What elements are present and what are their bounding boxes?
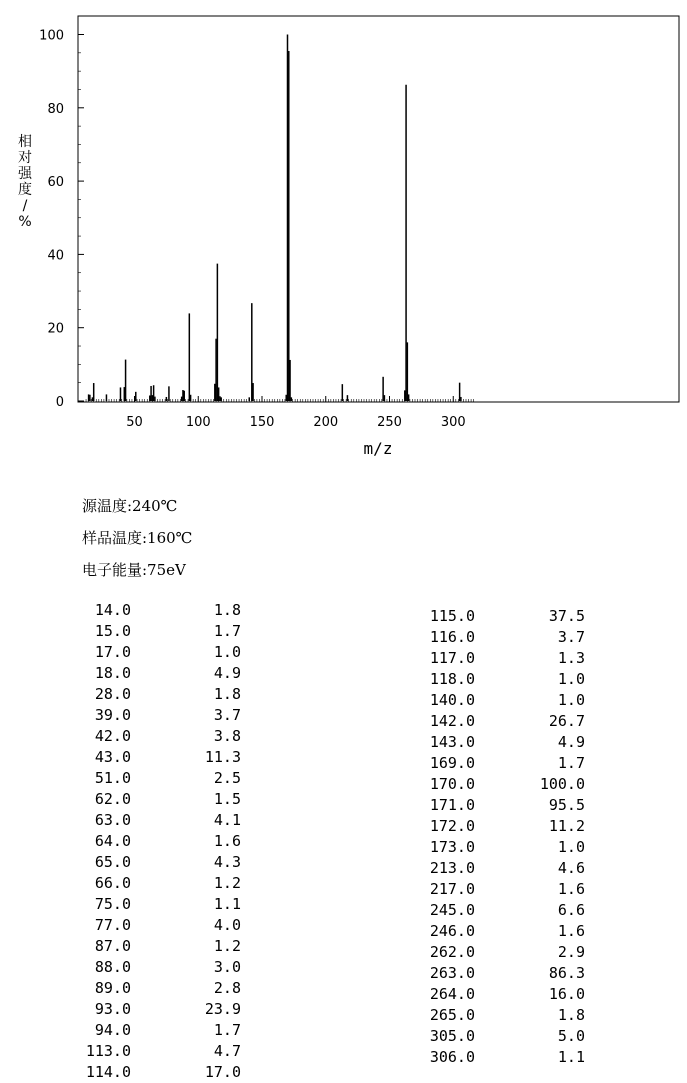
y-tick-label: 80 xyxy=(47,101,64,117)
mz-value: 246.0 xyxy=(429,922,475,940)
mz-value: 64.0 xyxy=(94,832,131,850)
table-row xyxy=(75,621,241,642)
table-row xyxy=(419,732,585,753)
abundance-value: 4.6 xyxy=(557,859,585,877)
abundance-value: 1.0 xyxy=(557,838,585,856)
mz-value: 263.0 xyxy=(429,964,475,982)
table-row xyxy=(419,879,585,900)
mz-value: 113.0 xyxy=(85,1042,131,1060)
table-row xyxy=(419,921,585,942)
table-row xyxy=(419,1005,585,1026)
mz-value: 39.0 xyxy=(94,706,131,724)
abundance-value: 11.2 xyxy=(548,817,585,835)
mz-value: 77.0 xyxy=(94,916,131,934)
mz-value: 66.0 xyxy=(94,874,131,892)
x-tick-label: 150 xyxy=(249,415,275,430)
mz-value: 94.0 xyxy=(94,1021,131,1039)
abundance-value: 1.7 xyxy=(213,1021,241,1039)
mz-value: 114.0 xyxy=(85,1063,131,1081)
table-row xyxy=(419,963,585,984)
abundance-value: 1.1 xyxy=(213,895,241,913)
peak-table-right xyxy=(419,606,585,1068)
mz-value: 172.0 xyxy=(429,817,475,835)
abundance-value: 11.3 xyxy=(204,748,241,766)
table-row xyxy=(75,936,241,957)
abundance-value: 4.9 xyxy=(213,664,241,682)
table-row xyxy=(75,642,241,663)
mz-value: 117.0 xyxy=(429,649,475,667)
table-row xyxy=(419,648,585,669)
table-row xyxy=(419,606,585,627)
abundance-value: 6.6 xyxy=(557,901,585,919)
abundance-value: 1.0 xyxy=(557,670,585,688)
table-row xyxy=(75,705,241,726)
mz-value: 140.0 xyxy=(429,691,475,709)
table-row xyxy=(419,774,585,795)
abundance-value: 1.0 xyxy=(213,643,241,661)
abundance-value: 1.3 xyxy=(557,649,585,667)
mz-value: 87.0 xyxy=(94,937,131,955)
electron-energy: 电子能量:75eV xyxy=(82,561,186,579)
abundance-value: 1.2 xyxy=(213,874,241,892)
table-row xyxy=(419,1026,585,1047)
mz-value: 75.0 xyxy=(94,895,131,913)
table-row xyxy=(75,852,241,873)
y-tick-label: 100 xyxy=(39,28,64,44)
abundance-value: 4.3 xyxy=(213,853,241,871)
abundance-value: 1.0 xyxy=(557,691,585,709)
table-row xyxy=(75,600,241,621)
table-row xyxy=(75,789,241,810)
mz-value: 169.0 xyxy=(429,754,475,772)
mz-value: 17.0 xyxy=(94,643,131,661)
table-row xyxy=(419,858,585,879)
mz-value: 15.0 xyxy=(94,622,131,640)
abundance-value: 1.2 xyxy=(213,937,241,955)
table-row xyxy=(75,999,241,1020)
abundance-value: 3.7 xyxy=(213,706,241,724)
table-row xyxy=(75,747,241,768)
abundance-value: 1.8 xyxy=(557,1006,585,1024)
abundance-value: 1.6 xyxy=(213,832,241,850)
table-row xyxy=(419,711,585,732)
mz-value: 18.0 xyxy=(94,664,131,682)
abundance-value: 4.0 xyxy=(213,916,241,934)
x-tick-label: 300 xyxy=(440,415,466,430)
y-tick-label: 20 xyxy=(47,321,64,337)
mz-value: 264.0 xyxy=(429,985,475,1003)
abundance-value: 4.9 xyxy=(557,733,585,751)
mz-value: 217.0 xyxy=(429,880,475,898)
abundance-value: 1.6 xyxy=(557,880,585,898)
abundance-value: 100.0 xyxy=(539,775,585,793)
abundance-value: 95.5 xyxy=(548,796,585,814)
abundance-value: 1.7 xyxy=(557,754,585,772)
table-row xyxy=(75,831,241,852)
plot-frame xyxy=(78,16,679,402)
table-row xyxy=(75,1062,241,1083)
mz-value: 43.0 xyxy=(94,748,131,766)
y-axis xyxy=(39,29,84,411)
abundance-value: 37.5 xyxy=(548,607,585,625)
abundance-value: 1.8 xyxy=(213,685,241,703)
mz-value: 213.0 xyxy=(429,859,475,877)
table-row xyxy=(419,669,585,690)
abundance-value: 5.0 xyxy=(557,1027,585,1045)
mz-value: 143.0 xyxy=(429,733,475,751)
table-row xyxy=(75,915,241,936)
peak-table-left xyxy=(75,600,241,1083)
x-tick-label: 50 xyxy=(126,415,143,430)
mz-value: 116.0 xyxy=(429,628,475,646)
mz-value: 62.0 xyxy=(94,790,131,808)
abundance-value: 26.7 xyxy=(548,712,585,730)
y-tick-label: 40 xyxy=(47,248,64,264)
abundance-value: 1.7 xyxy=(213,622,241,640)
table-row xyxy=(75,1041,241,1062)
abundance-value: 3.7 xyxy=(557,628,585,646)
mz-value: 63.0 xyxy=(94,811,131,829)
mz-value: 173.0 xyxy=(429,838,475,856)
y-axis-label: 相对强度/ % xyxy=(18,134,32,230)
abundance-value: 3.8 xyxy=(213,727,241,745)
mz-value: 42.0 xyxy=(94,727,131,745)
abundance-value: 1.8 xyxy=(213,601,241,619)
mass-spectrum-chart xyxy=(0,0,687,470)
table-row xyxy=(75,663,241,684)
mz-value: 171.0 xyxy=(429,796,475,814)
table-row xyxy=(75,1020,241,1041)
abundance-value: 23.9 xyxy=(204,1000,241,1018)
x-axis-label: m/z xyxy=(363,439,393,458)
x-tick-label: 100 xyxy=(185,415,211,430)
table-row xyxy=(75,957,241,978)
mz-value: 118.0 xyxy=(429,670,475,688)
table-row xyxy=(419,795,585,816)
mz-value: 306.0 xyxy=(429,1048,475,1066)
table-row xyxy=(419,900,585,921)
mz-value: 93.0 xyxy=(94,1000,131,1018)
y-tick-label: 60 xyxy=(47,175,64,191)
table-row xyxy=(419,1047,585,1068)
x-tick-label: 200 xyxy=(313,415,339,430)
mz-value: 305.0 xyxy=(429,1027,475,1045)
table-row xyxy=(75,768,241,789)
table-row xyxy=(419,753,585,774)
table-row xyxy=(419,984,585,1005)
y-tick-label: 0 xyxy=(55,395,64,410)
abundance-value: 4.1 xyxy=(213,811,241,829)
x-tick-label: 250 xyxy=(377,415,402,430)
sample-temperature: 样品温度:160℃ xyxy=(82,529,193,547)
abundance-value: 2.9 xyxy=(557,943,585,961)
table-row xyxy=(75,873,241,894)
mz-value: 265.0 xyxy=(429,1006,475,1024)
abundance-value: 16.0 xyxy=(548,985,585,1003)
mz-value: 14.0 xyxy=(94,601,131,619)
source-temperature: 源温度:240℃ xyxy=(82,497,178,515)
table-row xyxy=(419,690,585,711)
mz-value: 170.0 xyxy=(429,775,475,793)
mz-value: 65.0 xyxy=(94,853,131,871)
table-row xyxy=(75,978,241,999)
mz-value: 51.0 xyxy=(94,769,131,787)
mz-value: 115.0 xyxy=(429,607,475,625)
table-row xyxy=(75,726,241,747)
table-row xyxy=(419,816,585,837)
table-row xyxy=(75,684,241,705)
table-row xyxy=(419,837,585,858)
abundance-value: 17.0 xyxy=(204,1063,241,1081)
mz-value: 262.0 xyxy=(429,943,475,961)
mz-value: 142.0 xyxy=(429,712,475,730)
table-row xyxy=(75,810,241,831)
mz-value: 245.0 xyxy=(429,901,475,919)
table-row xyxy=(419,942,585,963)
abundance-value: 3.0 xyxy=(213,958,241,976)
abundance-value: 2.8 xyxy=(213,979,241,997)
abundance-value: 4.7 xyxy=(213,1042,241,1060)
abundance-value: 1.1 xyxy=(557,1048,585,1066)
mz-value: 89.0 xyxy=(94,979,131,997)
table-row xyxy=(419,627,585,648)
abundance-value: 2.5 xyxy=(213,769,241,787)
mz-value: 88.0 xyxy=(94,958,131,976)
table-row xyxy=(75,894,241,915)
abundance-value: 1.5 xyxy=(213,790,241,808)
abundance-value: 1.6 xyxy=(557,922,585,940)
mz-value: 28.0 xyxy=(94,685,131,703)
peaks xyxy=(89,35,461,402)
abundance-value: 86.3 xyxy=(548,964,585,982)
